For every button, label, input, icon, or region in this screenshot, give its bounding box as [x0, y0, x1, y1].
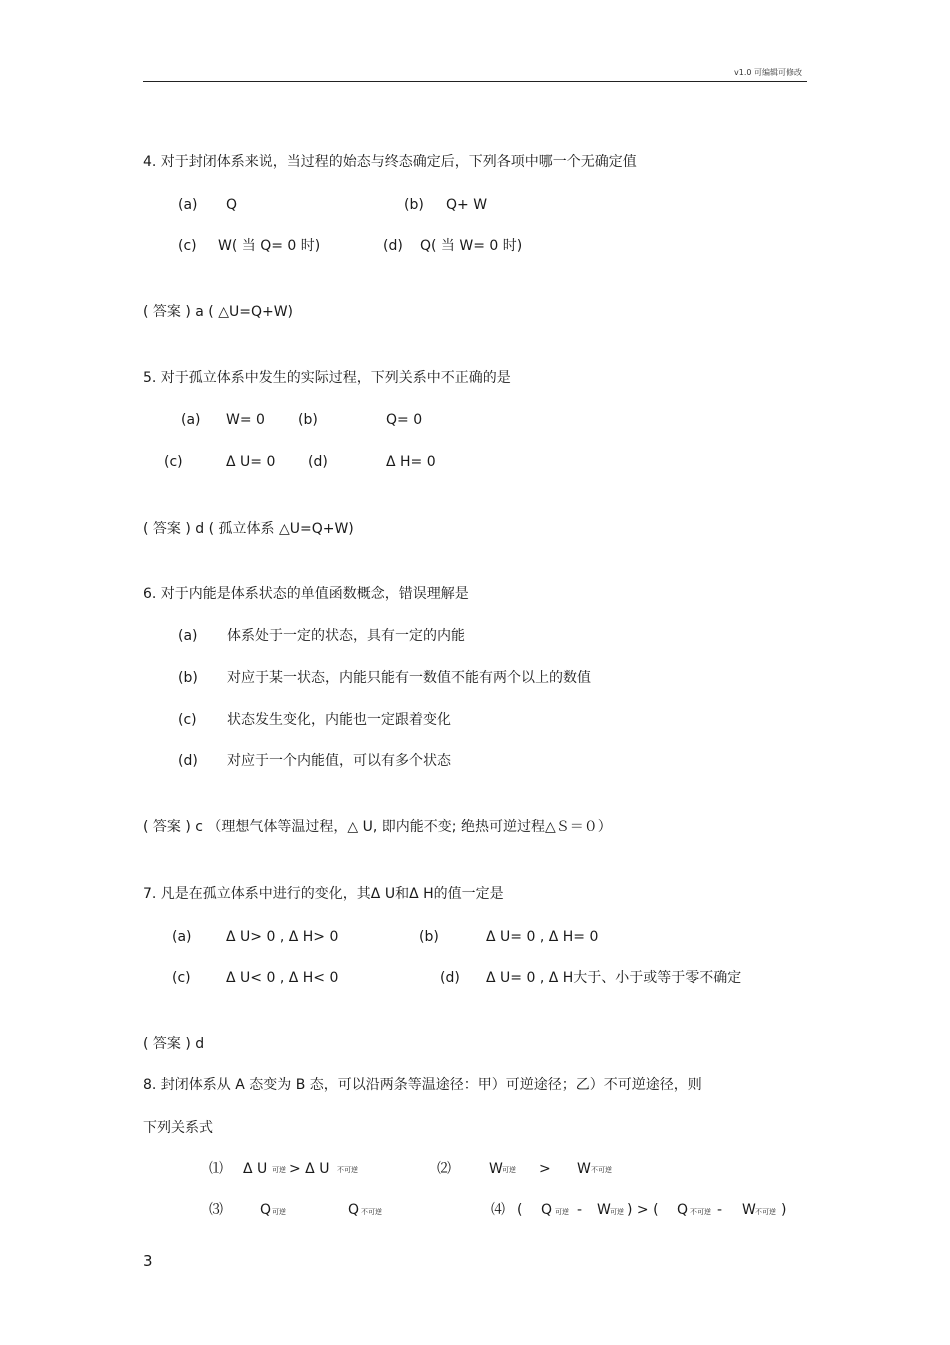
page-number: 3: [143, 1252, 153, 1270]
q8-option1-du: Δ U: [243, 1161, 268, 1177]
q5-a-label: (a): [181, 412, 201, 428]
q5-a-text: W= 0: [226, 412, 265, 428]
q8-option1-sub2: 不可逆: [337, 1166, 358, 1174]
q8-option4-minus1: -: [577, 1202, 583, 1218]
q8-option2-w2: W: [577, 1161, 591, 1177]
q5-b-text: Q= 0: [386, 412, 423, 428]
q8-option4-sub4: 不可逆: [755, 1208, 776, 1216]
q7-a-text: Δ U> 0 , Δ H> 0: [226, 929, 339, 945]
q8-option3-sub1: 可逆: [272, 1208, 286, 1216]
q8-option4-label: ⑷: [491, 1202, 505, 1218]
q6-d-text: 对应于一个内能值，可以有多个状态: [227, 753, 451, 769]
q4-c-label: (c): [178, 238, 197, 254]
q7-d-label: (d): [440, 970, 460, 986]
q8-stem-line2: 下列关系式: [143, 1120, 213, 1136]
q7-a-label: (a): [172, 929, 192, 945]
q8-option4-sub1: 可逆: [555, 1208, 569, 1216]
q8-option2-w1: W: [489, 1161, 503, 1177]
q4-a-label: (a): [178, 197, 198, 213]
q4-d-text: Q( 当 W= 0 时): [420, 238, 523, 254]
q6-b-text: 对应于某一状态，内能只能有一数值不能有两个以上的数值: [227, 670, 591, 686]
q5-answer: ( 答案 ) d ( 孤立体系 △U=Q+W): [143, 521, 354, 537]
q7-b-label: (b): [419, 929, 439, 945]
q8-option4-w1: W: [597, 1202, 611, 1218]
q8-option2-gt: >: [539, 1161, 551, 1177]
q8-option4-minus2: -: [717, 1202, 723, 1218]
q7-d-text: Δ U= 0 , Δ H大于、小于或等于零不确定: [486, 970, 742, 986]
q6-stem: 6. 对于内能是体系状态的单值函数概念，错误理解是: [143, 586, 469, 602]
q5-stem: 5. 对于孤立体系中发生的实际过程，下列关系中不正确的是: [143, 370, 511, 386]
q8-option4-q1: Q: [541, 1202, 553, 1218]
q4-c-text: W( 当 Q= 0 时): [218, 238, 321, 254]
q8-option3-q2: Q: [348, 1202, 360, 1218]
q7-b-text: Δ U= 0 , Δ H= 0: [486, 929, 599, 945]
q8-stem: 8. 封闭体系从 A 态变为 B 态，可以沿两条等温途径：甲）可逆途径；乙）不可逆途径，则: [143, 1077, 702, 1093]
q6-c-text: 状态发生变化，内能也一定跟着变化: [227, 712, 451, 728]
q8-option2-sub2: 不可逆: [591, 1166, 612, 1174]
q5-d-label: (d): [308, 454, 328, 470]
q8-option1-label: ⑴: [209, 1161, 223, 1177]
q4-d-label: (d): [383, 238, 403, 254]
q8-option1-sub1: 可逆: [272, 1166, 286, 1174]
q5-c-label: (c): [164, 454, 183, 470]
q6-answer: ( 答案 ) c （理想气体等温过程，△ U, 即内能不变; 绝热可逆过程△Ｓ＝０）: [143, 819, 612, 835]
q8-option1-gt: > Δ U: [289, 1161, 330, 1177]
q8-option2-sub1: 可逆: [502, 1166, 516, 1174]
q8-option4-sub2: 可逆: [610, 1208, 624, 1216]
q8-option4-q2: Q: [677, 1202, 689, 1218]
q6-a-text: 体系处于一定的状态，具有一定的内能: [227, 628, 465, 644]
q6-b-label: (b): [178, 670, 198, 686]
header-version-label: v1.0 可编辑可修改: [734, 68, 802, 77]
q4-answer: ( 答案 ) a ( △U=Q+W): [143, 304, 294, 320]
q4-b-text: Q+ W: [446, 197, 488, 213]
q4-b-label: (b): [404, 197, 424, 213]
q5-c-text: Δ U= 0: [226, 454, 276, 470]
q8-option4-open: (: [517, 1202, 523, 1218]
q8-option3-label: ⑶: [209, 1202, 223, 1218]
header-rule: [143, 81, 807, 82]
q8-option4-close: ): [781, 1202, 787, 1218]
q6-c-label: (c): [178, 712, 197, 728]
q6-d-label: (d): [178, 753, 198, 769]
q7-stem: 7. 凡是在孤立体系中进行的变化，其Δ U和Δ H的值一定是: [143, 886, 504, 902]
q5-b-label: (b): [298, 412, 318, 428]
q6-a-label: (a): [178, 628, 198, 644]
q4-a-text: Q: [226, 197, 238, 213]
q8-option3-sub2: 不可逆: [361, 1208, 382, 1216]
q7-c-label: (c): [172, 970, 191, 986]
q4-stem: 4. 对于封闭体系来说，当过程的始态与终态确定后，下列各项中哪一个无确定值: [143, 154, 637, 170]
q7-answer: ( 答案 ) d: [143, 1036, 205, 1052]
q8-option4-mid: ) > (: [627, 1202, 659, 1218]
q5-d-text: Δ H= 0: [386, 454, 436, 470]
q8-option2-label: ⑵: [437, 1161, 451, 1177]
q8-option4-w2: W: [742, 1202, 756, 1218]
q8-option4-sub3: 不可逆: [690, 1208, 711, 1216]
q8-option3-q1: Q: [260, 1202, 272, 1218]
q7-c-text: Δ U< 0 , Δ H< 0: [226, 970, 339, 986]
